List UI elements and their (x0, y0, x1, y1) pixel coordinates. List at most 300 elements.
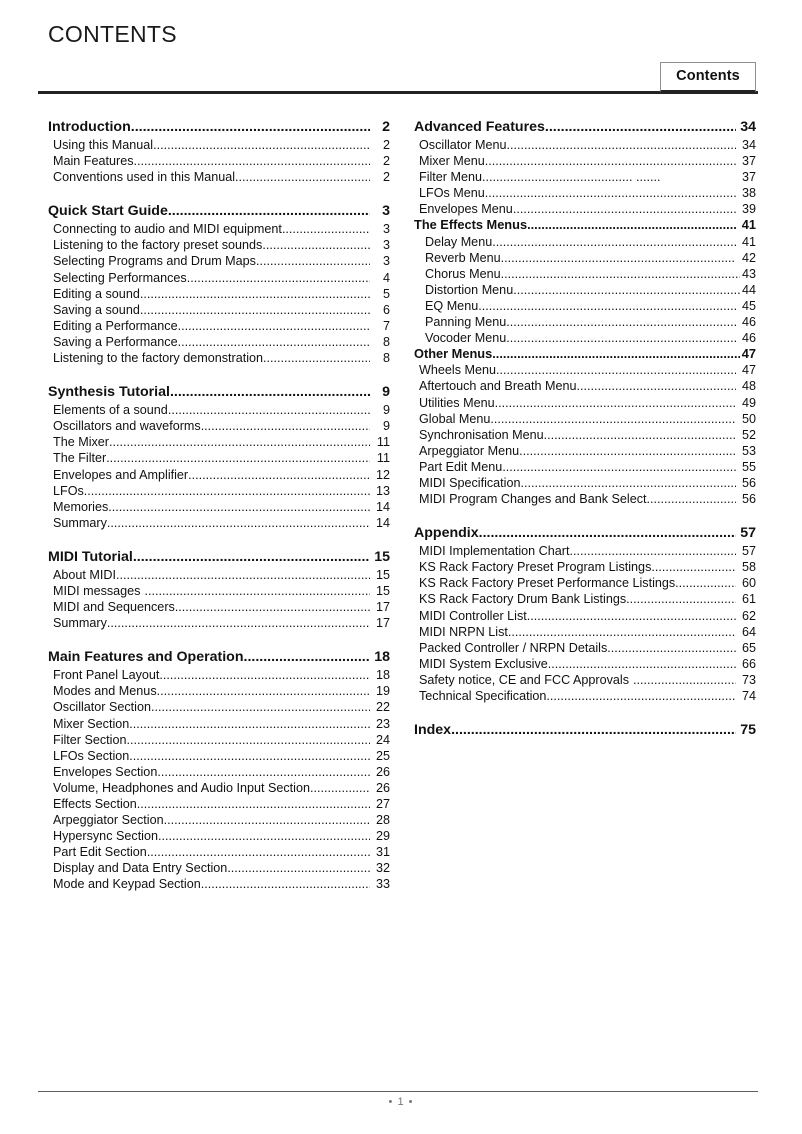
toc-entry[interactable] (414, 640, 756, 656)
toc-entry[interactable] (414, 201, 756, 217)
toc-entry[interactable] (48, 483, 390, 499)
toc-entry-page: 3 (382, 254, 390, 269)
toc-entry[interactable] (48, 118, 390, 137)
toc-entry[interactable] (48, 253, 390, 269)
toc-entry-label: Other Menus (414, 346, 493, 362)
toc-entry-label: Aftertouch and Breath Menu (419, 379, 577, 394)
toc-entry-page: 75 (740, 722, 756, 739)
toc-leader-dots (158, 828, 370, 844)
toc-entry-page: 15 (375, 583, 390, 598)
toc-leader-dots (227, 860, 370, 876)
section-tab-contents (660, 62, 756, 93)
toc-entry-page: 34 (741, 138, 756, 152)
toc-entry-page: 47 (741, 346, 756, 362)
toc-leader-dots (546, 688, 736, 704)
toc-leader-dots (131, 118, 370, 137)
toc-leader-dots (157, 764, 370, 780)
toc-entry-label: Summary (53, 616, 107, 631)
toc-entry[interactable] (48, 434, 390, 450)
toc-entry[interactable] (48, 334, 390, 350)
toc-entry-page: 7 (382, 318, 390, 333)
toc-entry-label: LFOs Menu (419, 186, 485, 201)
toc-entry[interactable] (414, 688, 756, 704)
toc-entry-label: Delay Menu (425, 234, 493, 249)
toc-entry[interactable] (48, 350, 390, 366)
toc-entry[interactable] (48, 418, 390, 434)
toc-entry-page: 34 (740, 119, 756, 135)
toc-leader-dots (170, 383, 370, 402)
toc-entry-page: 25 (375, 748, 390, 763)
toc-entry-page: 57 (741, 544, 756, 559)
toc-entry[interactable] (414, 185, 756, 201)
toc-entry-label: Using this Manual (53, 138, 154, 152)
toc-entry-label: Selecting Performances (53, 270, 187, 285)
toc-entry[interactable] (414, 330, 756, 346)
toc-entry[interactable] (414, 378, 756, 394)
toc-entry-page: 31 (375, 845, 390, 860)
toc-leader-dots (159, 667, 370, 683)
toc-entry[interactable] (48, 812, 390, 828)
toc-entry-label: Part Edit Menu (419, 459, 503, 474)
toc-leader-dots (262, 237, 370, 253)
toc-entry-page: 19 (375, 684, 390, 699)
toc-entry-label: Envelopes and Amplifier (53, 467, 189, 482)
toc-leader-dots (633, 672, 736, 688)
toc-entry[interactable] (414, 153, 756, 169)
toc-leader-dots (133, 548, 370, 567)
toc-leader-dots (107, 615, 370, 631)
toc-entry-label: Listening to the factory preset sounds (53, 238, 263, 253)
toc-entry[interactable] (414, 591, 756, 607)
toc-entry-page: 58 (741, 560, 756, 575)
toc-entry[interactable] (414, 137, 756, 153)
toc-leader-dots (506, 330, 736, 346)
toc-entry-label: Panning Menu (425, 315, 507, 330)
toc-entry-label: Distortion Menu (425, 282, 514, 297)
toc-leader-dots (545, 118, 736, 137)
toc-entry[interactable] (414, 491, 756, 507)
toc-entry-page: 2 (382, 154, 390, 169)
toc-leader-dots (451, 721, 736, 740)
toc-leader-dots (175, 599, 370, 615)
toc-leader-dots (519, 443, 736, 459)
footer-page-number: • 1 • (388, 1096, 414, 1108)
toc-entry[interactable] (48, 286, 390, 302)
toc-entry-page: 18 (374, 649, 390, 666)
toc-leader-dots (485, 185, 736, 201)
toc-entry[interactable] (48, 383, 390, 402)
toc-entry[interactable] (48, 860, 390, 876)
toc-entry-page: 22 (375, 700, 390, 715)
toc-leader-dots (490, 411, 736, 427)
toc-entry[interactable] (48, 318, 390, 334)
toc-entry-page: 23 (375, 716, 390, 731)
toc-entry[interactable] (414, 169, 756, 185)
toc-entry[interactable] (48, 548, 390, 567)
toc-entry[interactable] (48, 699, 390, 715)
toc-entry[interactable] (414, 427, 756, 443)
toc-entry-label: Vocoder Menu (425, 331, 507, 346)
toc-entry[interactable] (414, 543, 756, 559)
toc-entry[interactable] (48, 467, 390, 483)
toc-entry-page: 26 (375, 764, 390, 779)
toc-entry[interactable] (48, 270, 390, 286)
toc-leader-dots (506, 314, 736, 330)
toc-entry[interactable] (48, 137, 390, 153)
toc-entry-page: 33 (375, 877, 390, 892)
toc-entry[interactable] (414, 234, 756, 250)
toc-entry-page: 28 (375, 813, 390, 828)
toc-leader-dots (502, 459, 736, 475)
toc-entry[interactable] (414, 524, 756, 543)
toc-entry-label: Elements of a sound (53, 403, 168, 418)
toc-entry-label: Memories (53, 499, 109, 514)
toc-entry-page: 27 (375, 797, 390, 811)
toc-entry[interactable] (48, 844, 390, 860)
toc-leader-dots (168, 202, 370, 221)
toc-entry-page: 49 (741, 395, 756, 410)
toc-entry[interactable] (48, 683, 390, 699)
toc-entry-label: Editing a sound (53, 286, 140, 301)
toc-entry[interactable] (414, 575, 756, 591)
toc-entry-label: Mode and Keypad Section (53, 877, 201, 892)
toc-entry-label: Chorus Menu (425, 266, 501, 281)
toc-leader-dots (140, 286, 370, 302)
toc-entry-page: 9 (382, 419, 390, 434)
toc-entry-label: MIDI messages (53, 583, 141, 598)
toc-entry[interactable] (48, 716, 390, 732)
toc-entry-label: Index (414, 722, 452, 739)
toc-entry-page: 44 (741, 282, 756, 297)
toc-entry[interactable] (48, 828, 390, 844)
toc-leader-dots (137, 796, 370, 812)
toc-leader-dots (544, 427, 736, 443)
toc-entry-page: 55 (741, 459, 756, 474)
toc-entry[interactable] (414, 395, 756, 411)
toc-entry[interactable] (414, 624, 756, 640)
toc-leader-dots (501, 250, 736, 266)
toc-entry-label: Selecting Programs and Drum Maps (53, 254, 256, 269)
toc-entry-page: 60 (741, 576, 756, 591)
toc-entry[interactable] (48, 667, 390, 683)
toc-entry-label: Oscillator Section (53, 700, 151, 715)
toc-entry-page: 41 (741, 217, 756, 233)
toc-entry[interactable] (414, 443, 756, 459)
toc-entry-page: 46 (741, 315, 756, 330)
toc-leader-dots (178, 334, 370, 350)
toc-leader-dots (134, 153, 371, 169)
toc-leader-dots (607, 640, 736, 656)
toc-entry-page: 17 (375, 600, 390, 615)
toc-entry[interactable] (414, 346, 756, 362)
toc-leader-dots (496, 362, 736, 378)
toc-leader-dots (164, 812, 370, 828)
toc-entry-page: 57 (740, 525, 756, 542)
toc-entry-page: 3 (382, 203, 390, 220)
toc-entry-page: 43 (741, 266, 756, 281)
toc-entry-label: Connecting to audio and MIDI equipment (53, 222, 282, 237)
toc-entry-page: 18 (375, 668, 390, 683)
toc-entry-page: 45 (741, 298, 756, 313)
toc-entry-label: Envelopes Menu (419, 202, 513, 217)
toc-leader-dots (492, 346, 740, 362)
toc-entry[interactable] (414, 459, 756, 475)
toc-entry-page: 42 (741, 250, 756, 265)
toc-entry[interactable] (414, 266, 756, 282)
toc-leader-dots (501, 266, 740, 282)
toc-entry-label: The Filter (53, 451, 107, 466)
toc-entry-page: 3 (382, 238, 390, 253)
toc-entry[interactable] (48, 499, 390, 515)
toc-entry-page: 52 (741, 427, 756, 442)
page-title: CONTENTS (48, 21, 177, 47)
toc-leader-dots (201, 876, 370, 892)
toc-entry-label: MIDI Program Changes and Bank Select (419, 492, 647, 507)
toc-entry-page: 46 (741, 331, 756, 346)
toc-entry-label: Mixer Menu (419, 154, 485, 169)
toc-entry-label: Introduction (48, 119, 131, 135)
toc-leader-dots (178, 318, 370, 334)
toc-entry-page: 4 (382, 270, 390, 285)
toc-entry[interactable] (414, 314, 756, 330)
toc-entry-page: 8 (382, 351, 390, 366)
section-tab-label: Contents (676, 68, 740, 84)
toc-entry[interactable] (48, 202, 390, 221)
toc-entry-label: Global Menu (419, 411, 491, 426)
toc-entry[interactable] (48, 221, 390, 237)
toc-entry[interactable] (48, 402, 390, 418)
toc-leader-dots (235, 169, 370, 185)
toc-entry[interactable] (414, 362, 756, 378)
toc-entry-label: Part Edit Section (53, 845, 147, 860)
toc-leader-dots (153, 137, 370, 153)
toc-entry-label: The Mixer (53, 435, 109, 450)
toc-entry-page: 2 (382, 170, 390, 185)
toc-leader-dots (495, 395, 736, 411)
toc-entry[interactable] (414, 217, 756, 233)
toc-entry-label: MIDI Specification (419, 475, 521, 490)
toc-entry[interactable] (48, 796, 390, 812)
toc-entry-label: MIDI Tutorial (48, 548, 133, 565)
toc-entry-page: 32 (375, 861, 390, 876)
toc-entry-label: Oscillators and waveforms (53, 419, 201, 434)
toc-entry[interactable] (414, 282, 756, 298)
toc-leader-dots (244, 648, 370, 667)
toc-entry-page: 37 (741, 154, 756, 169)
toc-entry-page: 65 (741, 640, 756, 655)
toc-entry-page: 66 (741, 656, 756, 671)
toc-entry-label: Mixer Section (53, 716, 130, 731)
toc-entry[interactable] (414, 721, 756, 740)
toc-entry-page: 50 (741, 411, 756, 426)
toc-leader-dots (479, 524, 736, 543)
toc-entry[interactable] (48, 764, 390, 780)
toc-entry-label: MIDI System Exclusive (419, 656, 548, 671)
toc-entry-page: 13 (375, 483, 390, 498)
toc-entry-page: 9 (382, 403, 390, 418)
toc-entry[interactable] (48, 237, 390, 253)
toc-leader-dots (482, 169, 740, 185)
toc-entry[interactable] (414, 298, 756, 314)
toc-column-right (414, 118, 756, 740)
toc-entry-page: 38 (741, 186, 756, 201)
toc-entry-page: 15 (374, 548, 390, 565)
toc-entry-label: Quick Start Guide (48, 203, 168, 220)
toc-entry-page: 39 (741, 202, 756, 217)
footer-divider (38, 1091, 758, 1092)
toc-entry-label: KS Rack Factory Preset Performance Listings (419, 576, 676, 591)
toc-entry[interactable] (48, 732, 390, 748)
toc-entry-label: Modes and Menus (53, 684, 157, 699)
toc-entry[interactable] (48, 615, 390, 631)
toc-entry-label: Hypersync Section (53, 829, 158, 844)
toc-entry-label: Wheels Menu (419, 363, 496, 378)
toc-entry-page: 64 (741, 624, 756, 639)
toc-leader-dots (310, 780, 370, 796)
toc-column-left (48, 118, 390, 893)
toc-entry-label: Main Features and Operation (48, 649, 244, 666)
toc-entry-label: MIDI and Sequencers (53, 600, 175, 615)
toc-entry-page: 8 (382, 334, 390, 349)
toc-entry-label: Filter Menu (419, 170, 482, 185)
toc-entry-label: Synchronisation Menu (419, 427, 544, 442)
toc-entry-label: Appendix (414, 525, 479, 542)
toc-entry-label: EQ Menu (425, 298, 479, 313)
toc-entry[interactable] (48, 169, 390, 185)
toc-entry-page: 74 (741, 689, 756, 703)
toc-entry-label: Synthesis Tutorial (48, 384, 170, 401)
toc-leader-dots (548, 656, 736, 672)
toc-entry[interactable] (48, 450, 390, 466)
toc-entry-page: 56 (741, 492, 756, 507)
toc-entry[interactable] (48, 153, 390, 169)
toc-entry[interactable] (48, 583, 390, 599)
toc-entry-page: 2 (382, 138, 390, 152)
toc-leader-dots (507, 137, 737, 153)
toc-leader-dots (485, 153, 736, 169)
toc-entry-label: About MIDI (53, 567, 116, 582)
toc-entry-label: Oscillator Menu (419, 138, 507, 152)
toc-entry-page: 48 (741, 379, 756, 394)
toc-entry-page: 41 (741, 234, 756, 249)
toc-leader-dots (109, 434, 370, 450)
toc-entry-label: Utilities Menu (419, 395, 495, 410)
toc-entry[interactable] (48, 302, 390, 318)
toc-leader-dots (256, 253, 370, 269)
toc-entry-label: Envelopes Section (53, 764, 158, 779)
toc-entry-page: 73 (741, 672, 756, 687)
toc-entry-page: 12 (375, 467, 390, 482)
toc-entry-label: MIDI Controller List (419, 608, 527, 623)
toc-entry[interactable] (48, 748, 390, 764)
toc-leader-dots (147, 844, 370, 860)
toc-entry-label: KS Rack Factory Preset Program Listings (419, 560, 652, 575)
toc-entry-page: 3 (382, 222, 390, 237)
toc-entry-label: Filter Section (53, 732, 127, 747)
toc-entry-page: 29 (375, 829, 390, 844)
toc-leader-dots (675, 575, 736, 591)
toc-leader-dots (282, 221, 370, 237)
toc-entry[interactable] (48, 876, 390, 892)
toc-entry-label: Conventions used in this Manual (53, 170, 236, 185)
toc-entry-page: 11 (376, 451, 390, 466)
toc-entry[interactable] (48, 515, 390, 531)
toc-entry[interactable] (48, 780, 390, 796)
toc-entry[interactable] (414, 656, 756, 672)
toc-leader-dots (478, 298, 736, 314)
toc-entry-label: Saving a sound (53, 302, 140, 317)
toc-entry-label: LFOs (53, 483, 84, 498)
toc-leader-dots (106, 450, 370, 466)
toc-entry[interactable] (414, 559, 756, 575)
toc-leader-dots (263, 350, 370, 366)
toc-entry-label: Advanced Features (414, 119, 545, 135)
toc-entry[interactable] (414, 672, 756, 688)
toc-entry-label: MIDI NRPN List (419, 624, 508, 639)
toc-leader-dots (651, 559, 736, 575)
toc-entry-label: Editing a Performance (53, 318, 178, 333)
toc-leader-dots (108, 499, 370, 515)
toc-leader-dots (151, 699, 370, 715)
toc-leader-dots (569, 543, 736, 559)
toc-leader-dots (129, 716, 370, 732)
toc-leader-dots (157, 683, 370, 699)
toc-entry-label: Front Panel Layout (53, 668, 160, 683)
toc-entry[interactable] (414, 250, 756, 266)
toc-entry-label: Main Features (53, 154, 134, 169)
toc-leader-dots (508, 624, 736, 640)
toc-entry[interactable] (48, 567, 390, 583)
toc-entry[interactable] (48, 648, 390, 667)
toc-entry-page: 47 (741, 363, 756, 378)
toc-entry-label: Effects Section (53, 797, 137, 811)
toc-entry[interactable] (48, 599, 390, 615)
toc-entry-label: Arpeggiator Menu (419, 443, 520, 458)
toc-entry-page: 14 (375, 499, 390, 514)
toc-entry-label: Volume, Headphones and Audio Input Section (53, 780, 310, 795)
toc-leader-dots (527, 217, 736, 233)
toc-entry-label: LFOs Section (53, 748, 130, 763)
toc-entry[interactable] (414, 608, 756, 624)
header-divider (38, 91, 758, 94)
toc-entry[interactable] (414, 411, 756, 427)
toc-leader-dots (647, 491, 737, 507)
toc-entry-label: Reverb Menu (425, 250, 501, 265)
toc-entry-label: MIDI Implementation Chart (419, 544, 570, 559)
toc-entry-label: KS Rack Factory Drum Bank Listings (419, 592, 627, 607)
toc-entry-page: 53 (741, 443, 756, 458)
toc-entry[interactable] (414, 475, 756, 491)
toc-entry-page: 11 (376, 435, 390, 450)
toc-entry-page: 9 (382, 384, 390, 401)
toc-leader-dots (188, 467, 370, 483)
toc-entry-page: 26 (375, 780, 390, 795)
toc-entry[interactable] (414, 118, 756, 137)
toc-leader-dots (626, 591, 736, 607)
toc-leader-dots (84, 483, 370, 499)
toc-leader-dots (116, 567, 370, 583)
toc-leader-dots (513, 282, 740, 298)
toc-entry-page: 14 (375, 515, 390, 530)
toc-entry-page: 37 (741, 170, 756, 185)
toc-entry-page: 56 (741, 475, 756, 490)
toc-leader-dots (144, 583, 370, 599)
toc-leader-dots (129, 748, 370, 764)
toc-leader-dots (187, 270, 370, 286)
toc-entry-page: 62 (741, 608, 756, 623)
toc-entry-page: 6 (382, 302, 390, 317)
toc-entry-page: 24 (375, 732, 390, 747)
